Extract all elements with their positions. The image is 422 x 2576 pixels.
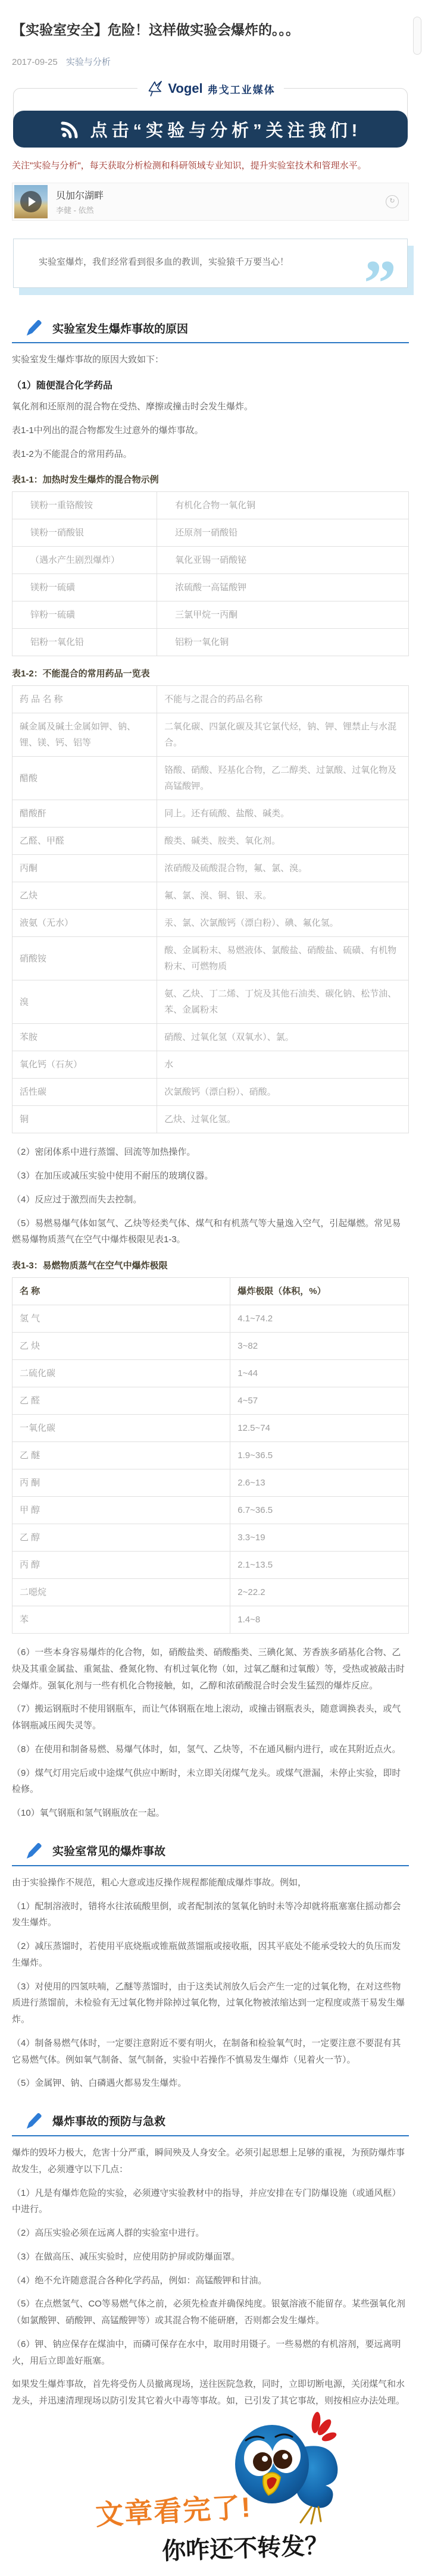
- accident-item: （3）对使用的四氢呋喃，乙醚等蒸馏时，由于这类试剂放久后会产生一定的过氧化物，在对这些物质进行蒸馏前，未检验有无过氧化物并除掉过氧化物，过氧化物被浓缩达到一定程度或蒸干易发生爆炸。: [12, 1981, 405, 2025]
- table-row: [12, 1579, 409, 1606]
- table-row: [12, 1305, 409, 1333]
- song-info: [56, 188, 386, 215]
- table-row: [12, 980, 409, 1024]
- header-cell: 名 称: [12, 1278, 230, 1305]
- cell-left: 乙醛、甲醛: [12, 828, 157, 855]
- table-header-row: [12, 1278, 409, 1305]
- cell-name: 乙 炔: [12, 1333, 230, 1360]
- table-row: [12, 1469, 409, 1497]
- follow-tip: 关注"实验与分析"，每天获取分析检测和科研领域专业知识，提升实验室技术和管理水平。: [12, 161, 367, 171]
- cell-right: 次氯酸钙（漂白粉）、硝酸。: [157, 1079, 409, 1106]
- accident-item: （4）制备易燃气体时，一定要注意附近不要有明火，在制备和检验氧气时，一定要注意不要混有其它易燃气体。例如氧气制备、氢气制备，实验中若操作不慎易发生爆炸（见着火一节）。: [12, 2038, 401, 2065]
- table12-caption: 表1-2：不能混合的常用药品一览表: [12, 669, 150, 679]
- table-row: [12, 828, 409, 855]
- follow-banner-label: 点击“实验与分析”关注我们!: [90, 121, 362, 140]
- paragraph: 表1-2为不能混合的常用药品。: [12, 449, 132, 459]
- table-row: [12, 1606, 409, 1634]
- cell-name: 甲 醇: [12, 1497, 230, 1524]
- accident-item: （5）金属钾、钠、白磷遇火都易发生爆炸。: [12, 2078, 187, 2089]
- cell-left: 镁粉一重铬酸铵: [12, 492, 157, 519]
- loop-icon[interactable]: ↻: [386, 195, 399, 208]
- table-row: [12, 1524, 409, 1552]
- cell-right: 酸类、碱类、胺类、氧化剂。: [157, 828, 409, 855]
- cell-left: 液氨（无水）: [12, 910, 157, 937]
- table-row: [12, 1024, 409, 1051]
- accident-item: （2）减压蒸馏时，若使用平底烧瓶或锥瓶做蒸馏瓶或接收瓶，因其平底处不能承受较大的负压而发生爆炸。: [12, 1941, 401, 1968]
- cell-limit: 3.3~19: [230, 1524, 409, 1552]
- cell-name: 二硫化碳: [12, 1360, 230, 1387]
- cell-name: 乙 醇: [12, 1524, 230, 1552]
- cell-limit: 6.7~36.5: [230, 1497, 409, 1524]
- quote-mark-icon: ”: [364, 247, 396, 320]
- cell-limit: 2.1~13.5: [230, 1552, 409, 1579]
- section2-intro: 由于实验操作不规范，粗心大意或违反操作规程都能酿成爆炸事故。例如，: [12, 1877, 307, 1888]
- cell-right: 同上。还有硫酸、盐酸、碱类。: [157, 800, 409, 828]
- section2-items: [12, 1898, 409, 2092]
- cell-right: 氧化亚锡一硝酸铋: [157, 547, 409, 574]
- quote-box: [13, 239, 408, 320]
- music-player[interactable]: [12, 183, 409, 221]
- table-row: [12, 757, 409, 800]
- cell-name: 乙 醛: [12, 1387, 230, 1415]
- table-header-row: [12, 686, 409, 713]
- footer-line1: 文章看完了!: [94, 2491, 253, 2531]
- footer-art: [12, 2420, 409, 2576]
- publish-date: 2017-09-25: [12, 57, 58, 68]
- rss-icon: [60, 118, 81, 140]
- cell-right: 浓硫酸一高锰酸钾: [157, 574, 409, 601]
- cell-name: 二噁烷: [12, 1579, 230, 1606]
- brand-logo: [137, 80, 283, 98]
- table-row: [12, 855, 409, 882]
- cell-left: 硝酸铵: [12, 937, 157, 980]
- cell-left: 活性碳: [12, 1079, 157, 1106]
- cell-limit: 1.4~8: [230, 1606, 409, 1634]
- table-row: [12, 1415, 409, 1442]
- table-row: [12, 1552, 409, 1579]
- table-row: [12, 1079, 409, 1106]
- cell-left: 铜: [12, 1106, 157, 1133]
- table-row: [12, 1333, 409, 1360]
- paragraph: 氧化剂和还原剂的混合物在受热、摩擦或撞击时会发生爆炸。: [12, 402, 254, 412]
- table-row: [12, 882, 409, 910]
- cell-right: 水: [157, 1051, 409, 1079]
- table-row: [12, 1106, 409, 1133]
- cell-left: （遇水产生剧烈爆炸）: [12, 547, 157, 574]
- album-art: [14, 185, 48, 218]
- footer-line2: 你咋还不转发？: [161, 2532, 329, 2565]
- section3-outro: 如果发生爆炸事故，首先将受伤人员撤离现场，送往医院急救，同时，立即切断电源，关闭煤气和水龙头，并迅速清理现场以防引发其它着火中毒等事故。如，已引发了其它事故，则按相应办法处理。: [12, 2379, 405, 2406]
- cell-right: 汞、氯、次氯酸钙（漂白粉）、碘、氟化氢。: [157, 910, 409, 937]
- cell-name: 丙 醇: [12, 1552, 230, 1579]
- cause-item: （8）在使用和制备易燃、易爆气体时，如，氢气、乙炔等，不在通风橱内进行，或在其附近点火。: [12, 1744, 401, 1754]
- cell-left: 铝粉一氧化铅: [12, 629, 157, 656]
- table-1-3: [12, 1277, 409, 1634]
- article-meta: [12, 55, 409, 68]
- cause-item: （10）氧气钢瓶和氢气钢瓶放在一起。: [12, 1808, 165, 1819]
- cause-item: （2）密闭体系中进行蒸馏、回流等加热操作。: [12, 1147, 196, 1158]
- vogel-bird-icon: [145, 80, 163, 98]
- table-row: [12, 910, 409, 937]
- cell-left: 苯胺: [12, 1024, 157, 1051]
- brand-word: Vogel: [168, 81, 203, 96]
- pencil-icon: [25, 1842, 43, 1860]
- cell-right: 乙炔、过氧化氢。: [157, 1106, 409, 1133]
- header-cell: 爆炸极限（体积，%）: [230, 1278, 409, 1305]
- table11-caption: 表1-1：加热时发生爆炸的混合物示例: [12, 475, 159, 485]
- section-heading-prevention: [12, 2112, 409, 2136]
- pencil-icon: [25, 319, 43, 337]
- table-1-1: [12, 491, 409, 656]
- causes-6-10: [12, 1644, 409, 1822]
- cause-item: （4）反应过于激烈而失去控制。: [12, 1194, 142, 1205]
- table-row: [12, 519, 409, 547]
- section-title: 实验室常见的爆炸事故: [52, 1845, 166, 1859]
- cell-right: 铝粉一氧化铜: [157, 629, 409, 656]
- section-heading-causes: [12, 319, 409, 343]
- cell-left: 镁粉一硝酸银: [12, 519, 157, 547]
- scrollbar-thumb[interactable]: [413, 17, 421, 55]
- table-1-2: [12, 685, 409, 1133]
- pencil-icon: [25, 2112, 43, 2130]
- cell-limit: 1.9~36.5: [230, 1442, 409, 1469]
- cell-right: 酸、金属粉末、易燃液体、氯酸盐、硝酸盐、硫磺、有机物粉末、可燃物质: [157, 937, 409, 980]
- song-title: 贝加尔湖畔: [56, 190, 104, 201]
- table-row: [12, 492, 409, 519]
- table-row: [12, 629, 409, 656]
- cell-left: 醋酸: [12, 757, 157, 800]
- table-row: [12, 1442, 409, 1469]
- cell-limit: 4~57: [230, 1387, 409, 1415]
- cell-right: 硝酸、过氧化氢（双氧水）、氯。: [157, 1024, 409, 1051]
- table-row: [12, 1387, 409, 1415]
- section1-intro: 实验室发生爆炸事故的原因大致如下：: [12, 355, 164, 365]
- cell-left: 碱金属及碱土金属如钾、钠、锂、镁、钙、铝等: [12, 713, 157, 757]
- cell-name: 氢 气: [12, 1305, 230, 1333]
- account-link[interactable]: 实验与分析: [65, 57, 111, 68]
- cell-right: 有机化合物一氧化铜: [157, 492, 409, 519]
- header-cell: 不能与之混合的药品名称: [157, 686, 409, 713]
- cause1-title: （1）随便混合化学药品: [12, 381, 112, 391]
- section-heading-accidents: [12, 1842, 409, 1866]
- cell-left: 乙炔: [12, 882, 157, 910]
- section-title: 实验室发生爆炸事故的原因: [52, 322, 189, 336]
- cell-right: 二氧化碳、四氯化碳及其它氯代烃，钠、钾、锂禁止与水混合。: [157, 713, 409, 757]
- cell-left: 锌粉一硫磺: [12, 601, 157, 629]
- song-artist: 李健 - 依然: [56, 205, 94, 215]
- cause-item: （3）在加压或减压实验中使用不耐压的玻璃仪器。: [12, 1171, 214, 1182]
- cell-left: 溴: [12, 980, 157, 1024]
- section3-items: [12, 2185, 409, 2370]
- cause-item: （6）一些本身容易爆炸的化合物，如，硝酸盐类、硝酸酯类、三碘化氮、芳香族多硝基化合物、乙炔及其重金属盐、重氮盐、叠氮化物、有机过氧化物（如，过氧乙醚和过氧酸）等，受热或被敲击时会爆炸。强氧化剂与一些有机化合物接触，如，乙醇和浓硝酸混合时会发生猛烈的爆炸反应。: [12, 1647, 405, 1691]
- accident-item: （1）配制溶液时，错将水往浓硫酸里倒，或者配制浓的氢氧化钠时未等冷却就将瓶塞塞住摇动都会发生爆炸。: [12, 1901, 401, 1928]
- cell-limit: 3~82: [230, 1333, 409, 1360]
- page-title: 【实验室安全】危险！这样做实验会爆炸的。。。: [12, 22, 299, 37]
- cell-right: 氟、氯、溴、铜、银、汞。: [157, 882, 409, 910]
- cell-left: 醋酸酐: [12, 800, 157, 828]
- cause-item: （9）煤气灯用完后或中途煤气供应中断时，未立即关闭煤气龙头。或煤气泄漏，未停止实验，即时检修。: [12, 1768, 401, 1795]
- table-row: [12, 800, 409, 828]
- cell-name: 一氧化碳: [12, 1415, 230, 1442]
- cell-limit: 12.5~74: [230, 1415, 409, 1442]
- cell-right: 氨、乙炔、丁二烯、丁烷及其他石油类、碳化钠、松节油、苯、金属粉末: [157, 980, 409, 1024]
- header-cell: 药 品 名 称: [12, 686, 157, 713]
- table-row: [12, 1360, 409, 1387]
- play-button[interactable]: [20, 191, 42, 212]
- follow-banner[interactable]: [13, 111, 408, 148]
- cell-right: 还原剂一硝酸铅: [157, 519, 409, 547]
- paragraph: 表1-1中列出的混合物都发生过意外的爆炸事故。: [12, 425, 204, 435]
- prevention-item: （2）高压实验必须在远离人群的实验室中进行。: [12, 2228, 205, 2239]
- quote-text: 实验室爆炸，我们经常看到很多血的教训，实验猿千万要当心！: [39, 256, 289, 267]
- section3-intro: 爆炸的毁坏力极大，危害十分严重，瞬间殃及人身安全。必须引起思想上足够的重视，为预防爆炸事故发生，必须遵守以下几点：: [12, 2148, 405, 2174]
- table-row: [12, 1051, 409, 1079]
- cell-left: 氧化钙（石灰）: [12, 1051, 157, 1079]
- cell-limit: 1~44: [230, 1360, 409, 1387]
- cause1-paragraphs: [12, 399, 409, 462]
- cell-name: 苯: [12, 1606, 230, 1634]
- prevention-item: （4）绝不允许随意混合各种化学药品，例如：高锰酸钾和甘油。: [12, 2275, 267, 2286]
- cell-right: 三氯甲烷一丙酮: [157, 601, 409, 629]
- table-row: [12, 574, 409, 601]
- cell-right: 浓硝酸及硫酸混合物，氟、氯、溴。: [157, 855, 409, 882]
- cause-item: （5）易燃易爆气体如氢气、乙炔等烃类气体、煤气和有机蒸气等大量逸入空气，引起爆燃。常见易燃易爆物质蒸气在空气中爆炸极限见表1-3。: [12, 1218, 401, 1245]
- table-row: [12, 601, 409, 629]
- cell-name: 乙 醚: [12, 1442, 230, 1469]
- prevention-item: （3）在做高压、减压实验时，应使用防护屏或防爆面罩。: [12, 2251, 240, 2262]
- cell-left: 丙酮: [12, 855, 157, 882]
- prevention-item: （6）钾、钠应保存在煤油中，而磷可保存在水中，取用时用镊子。一些易燃的有机溶剂，要远离明火，用后立即盖好瓶塞。: [12, 2339, 401, 2366]
- causes-2-5: [12, 1144, 409, 1248]
- table-row: [12, 1497, 409, 1524]
- table-row: [12, 547, 409, 574]
- cell-right: 铬酸、硝酸、羟基化合物，乙二醇类、过氯酸、过氧化物及高锰酸钾。: [157, 757, 409, 800]
- prevention-item: （1）凡是有爆炸危险的实验，必须遵守实验教材中的指导，并应安排在专门防爆设施（或通风框）中进行。: [12, 2188, 401, 2215]
- cell-limit: 2.6~13: [230, 1469, 409, 1497]
- cause-item: （7）搬运钢瓶时不使用钢瓶车，而让气体钢瓶在地上滚动，或撞击钢瓶表头，随意调换表头，或气体钢瓶减压阀失灵等。: [12, 1704, 401, 1731]
- table13-caption: 表1-3：易燃物质蒸气在空气中爆炸极限: [12, 1261, 168, 1271]
- bird-crest: [311, 2412, 338, 2443]
- table-row: [12, 713, 409, 757]
- cell-limit: 4.1~74.2: [230, 1305, 409, 1333]
- section-title: 爆炸事故的预防与急救: [52, 2116, 166, 2129]
- cell-name: 丙 酮: [12, 1469, 230, 1497]
- brand-cn: 弗戈工业媒体: [207, 84, 276, 96]
- cell-left: 镁粉一硫磺: [12, 574, 157, 601]
- table-row: [12, 937, 409, 980]
- prevention-item: （5）在点燃氢气、CO等易燃气体之前，必须先检查并确保纯度。银氨溶液不能留存。某些强氧化剂（如氯酸钾、硝酸钾、高锰酸钾等）或其混合物不能研磨，否则都会发生爆炸。: [12, 2299, 405, 2326]
- cell-limit: 2~22.2: [230, 1579, 409, 1606]
